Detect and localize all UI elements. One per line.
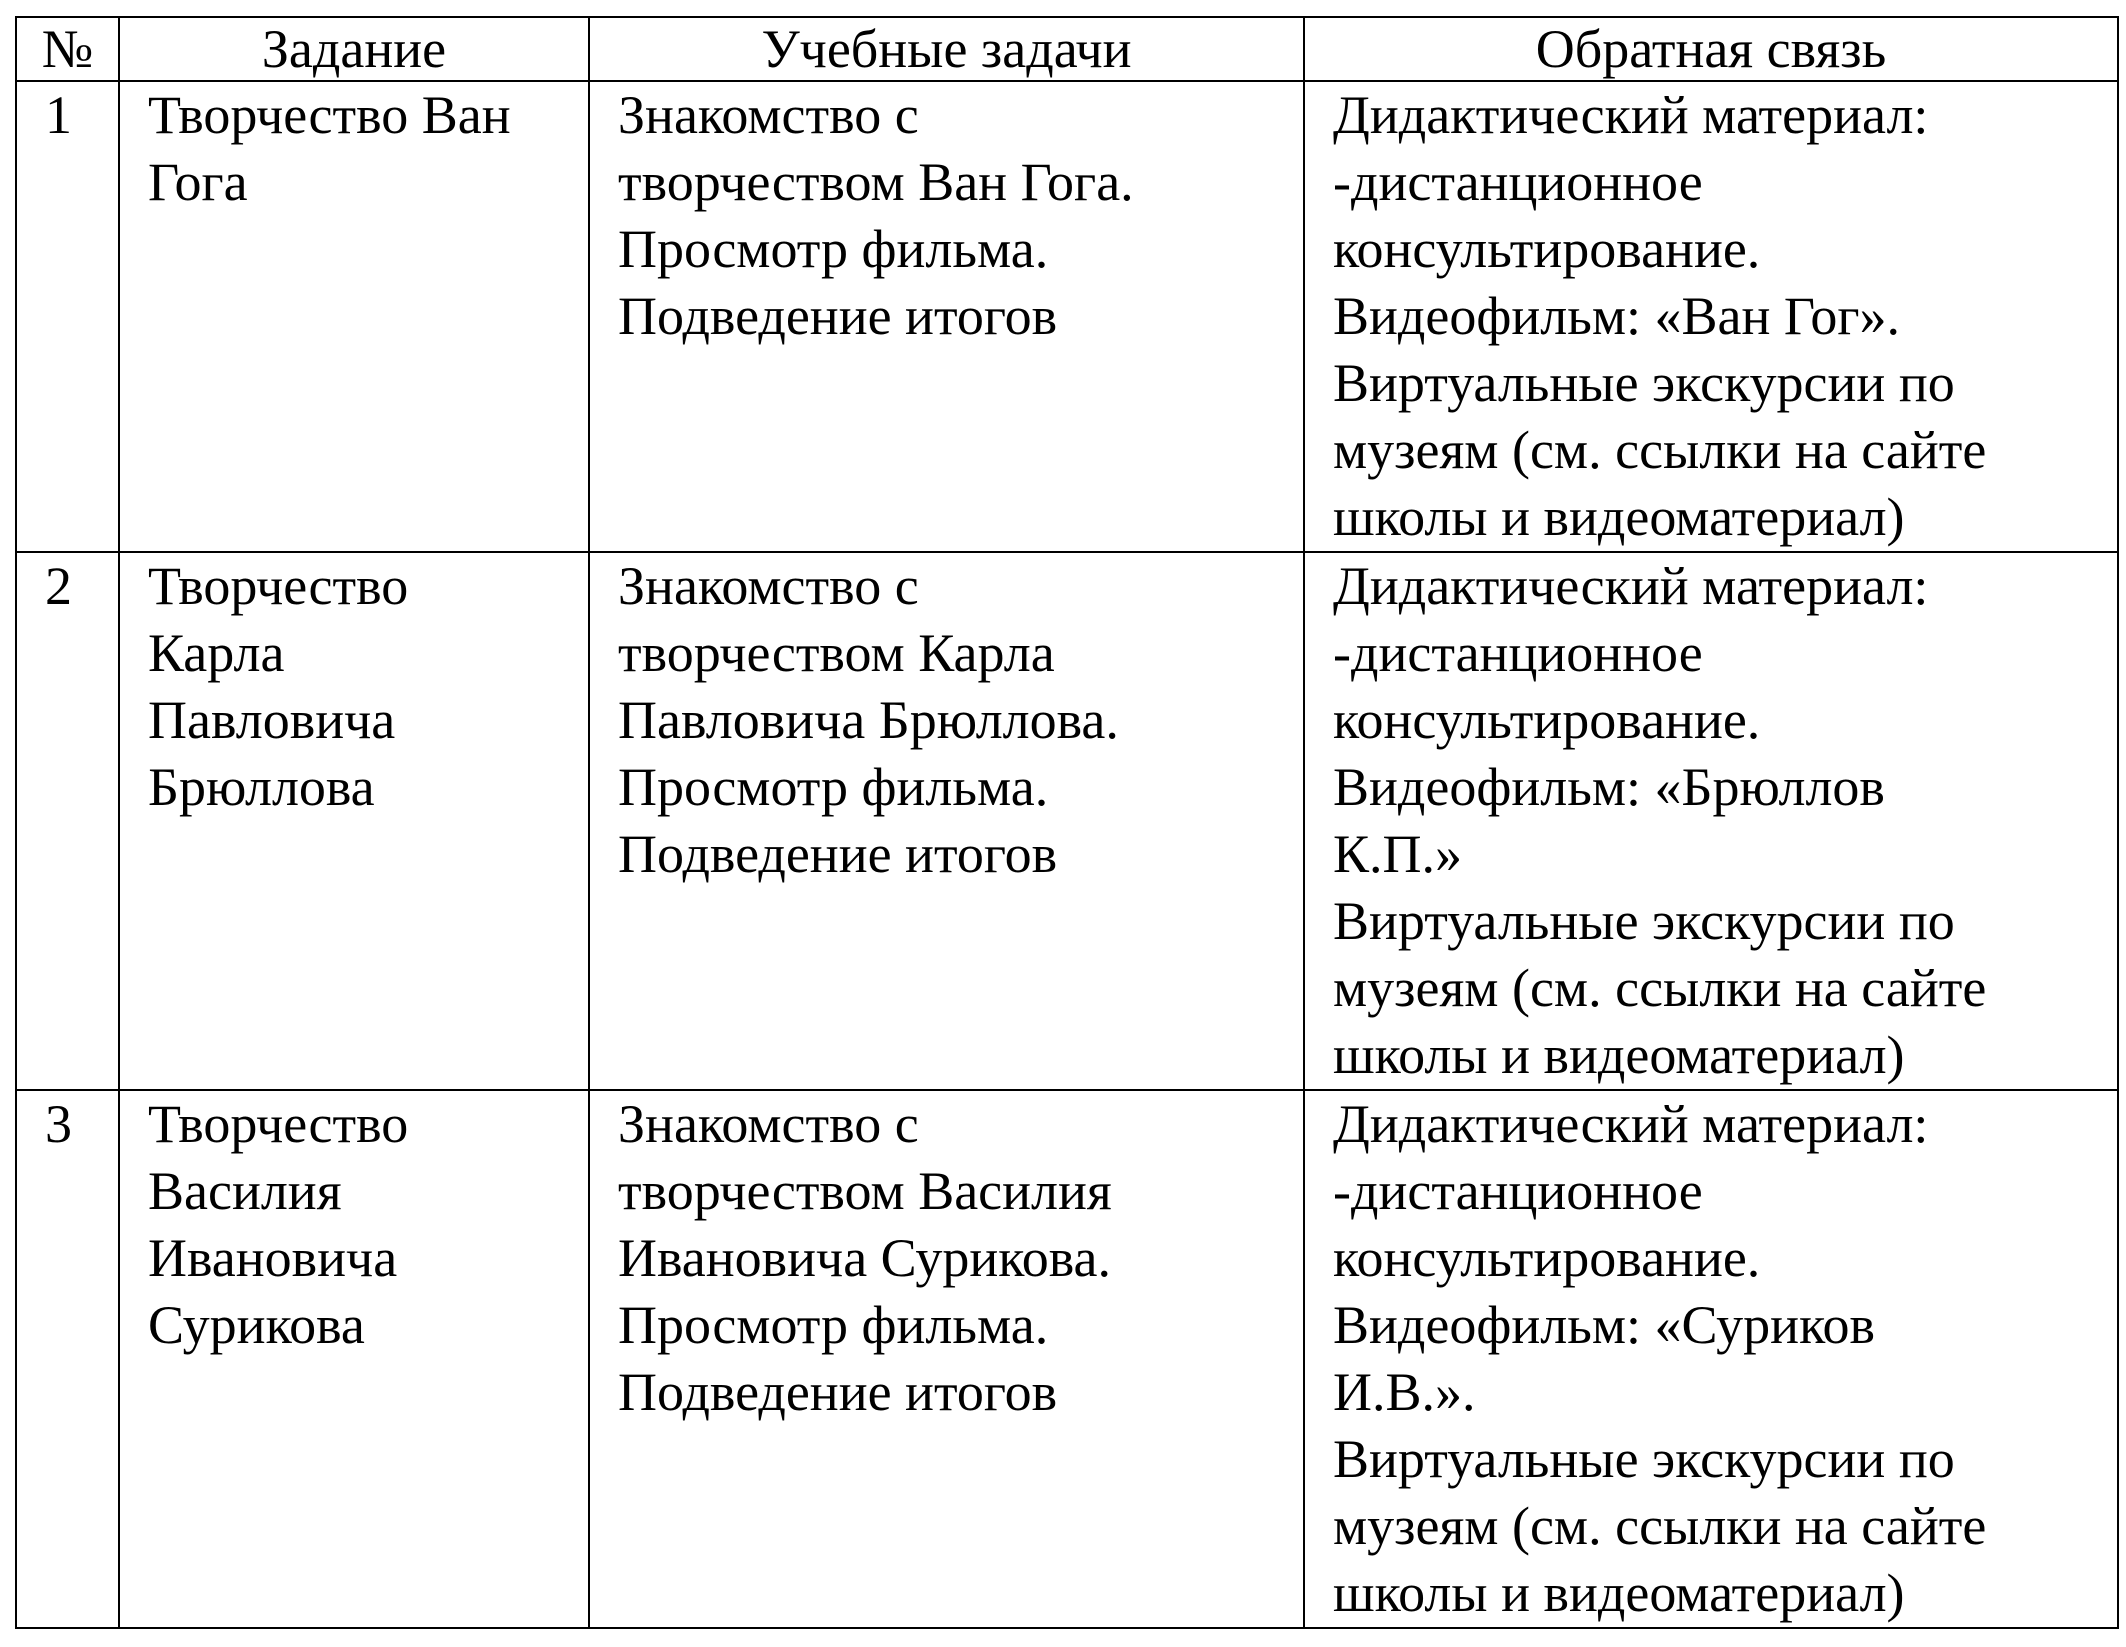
feedback-cell: [1304, 1090, 2118, 1628]
header-task: Задание: [119, 17, 589, 81]
row-number: 2: [16, 552, 119, 1090]
feedback-line: Дидактический материал:: [1333, 1094, 1929, 1154]
goal-line: Просмотр фильма.: [618, 219, 1049, 279]
goals-cell: [589, 552, 1304, 1090]
task-line: Творчество: [148, 556, 409, 616]
task-line: Творчество: [148, 1094, 409, 1154]
feedback-line: К.П.»: [1333, 824, 1463, 884]
row-number: 3: [16, 1090, 119, 1628]
feedback-line: музеям (см. ссылки на сайте: [1333, 1496, 1987, 1556]
goal-line: Подведение итогов: [618, 1362, 1058, 1422]
feedback-line: консультирование.: [1333, 1228, 1761, 1288]
table-header-row: [16, 17, 2118, 81]
feedback-line: школы и видеоматериал): [1333, 487, 1905, 547]
task-line: Сурикова: [148, 1295, 365, 1355]
goal-line: Подведение итогов: [618, 286, 1058, 346]
goal-line: Подведение итогов: [618, 824, 1058, 884]
header-feedback: Обратная связь: [1304, 17, 2118, 81]
feedback-line: Видеофильм: «Суриков: [1333, 1295, 1876, 1355]
feedback-line: Виртуальные экскурсии по: [1333, 1429, 1955, 1489]
goal-line: Просмотр фильма.: [618, 1295, 1049, 1355]
goals-cell: [589, 81, 1304, 552]
task-line: Творчество Ван: [148, 85, 511, 145]
feedback-line: -дистанционное: [1333, 1161, 1703, 1221]
table-row: [16, 552, 2118, 1090]
goal-line: Знакомство с: [618, 556, 919, 616]
task-line: Павловича: [148, 690, 396, 750]
goal-line: творчеством Ван Гога.: [618, 152, 1134, 212]
row-number: 1: [16, 81, 119, 552]
goal-line: Павловича Брюллова.: [618, 690, 1119, 750]
feedback-line: школы и видеоматериал): [1333, 1025, 1905, 1085]
goal-line: Просмотр фильма.: [618, 757, 1049, 817]
header-number: №: [16, 17, 119, 81]
feedback-line: Видеофильм: «Ван Гог».: [1333, 286, 1900, 346]
table-row: [16, 81, 2118, 552]
task-cell: [119, 81, 589, 552]
feedback-line: школы и видеоматериал): [1333, 1563, 1905, 1623]
feedback-cell: [1304, 552, 2118, 1090]
task-line: Карла: [148, 623, 285, 683]
feedback-line: Виртуальные экскурсии по: [1333, 353, 1955, 413]
task-line: Ивановича: [148, 1228, 398, 1288]
feedback-line: музеям (см. ссылки на сайте: [1333, 958, 1987, 1018]
goal-line: творчеством Карла: [618, 623, 1055, 683]
task-line: Гога: [148, 152, 248, 212]
goal-line: творчеством Василия: [618, 1161, 1112, 1221]
feedback-line: -дистанционное: [1333, 152, 1703, 212]
task-cell: [119, 552, 589, 1090]
feedback-line: Дидактический материал:: [1333, 85, 1929, 145]
task-line: Брюллова: [148, 757, 375, 817]
feedback-line: -дистанционное: [1333, 623, 1703, 683]
header-learning-goals: Учебные задачи: [589, 17, 1304, 81]
feedback-line: консультирование.: [1333, 219, 1761, 279]
table-row: [16, 1090, 2118, 1628]
lesson-plan-table: [15, 16, 2119, 1629]
feedback-line: Дидактический материал:: [1333, 556, 1929, 616]
task-line: Василия: [148, 1161, 342, 1221]
feedback-line: консультирование.: [1333, 690, 1761, 750]
feedback-cell: [1304, 81, 2118, 552]
goals-cell: [589, 1090, 1304, 1628]
goal-line: Знакомство с: [618, 85, 919, 145]
feedback-line: Виртуальные экскурсии по: [1333, 891, 1955, 951]
document-page: [15, 16, 2119, 1629]
task-cell: [119, 1090, 589, 1628]
feedback-line: И.В.».: [1333, 1362, 1476, 1422]
feedback-line: музеям (см. ссылки на сайте: [1333, 420, 1987, 480]
feedback-line: Видеофильм: «Брюллов: [1333, 757, 1885, 817]
goal-line: Ивановича Сурикова.: [618, 1228, 1111, 1288]
goal-line: Знакомство с: [618, 1094, 919, 1154]
